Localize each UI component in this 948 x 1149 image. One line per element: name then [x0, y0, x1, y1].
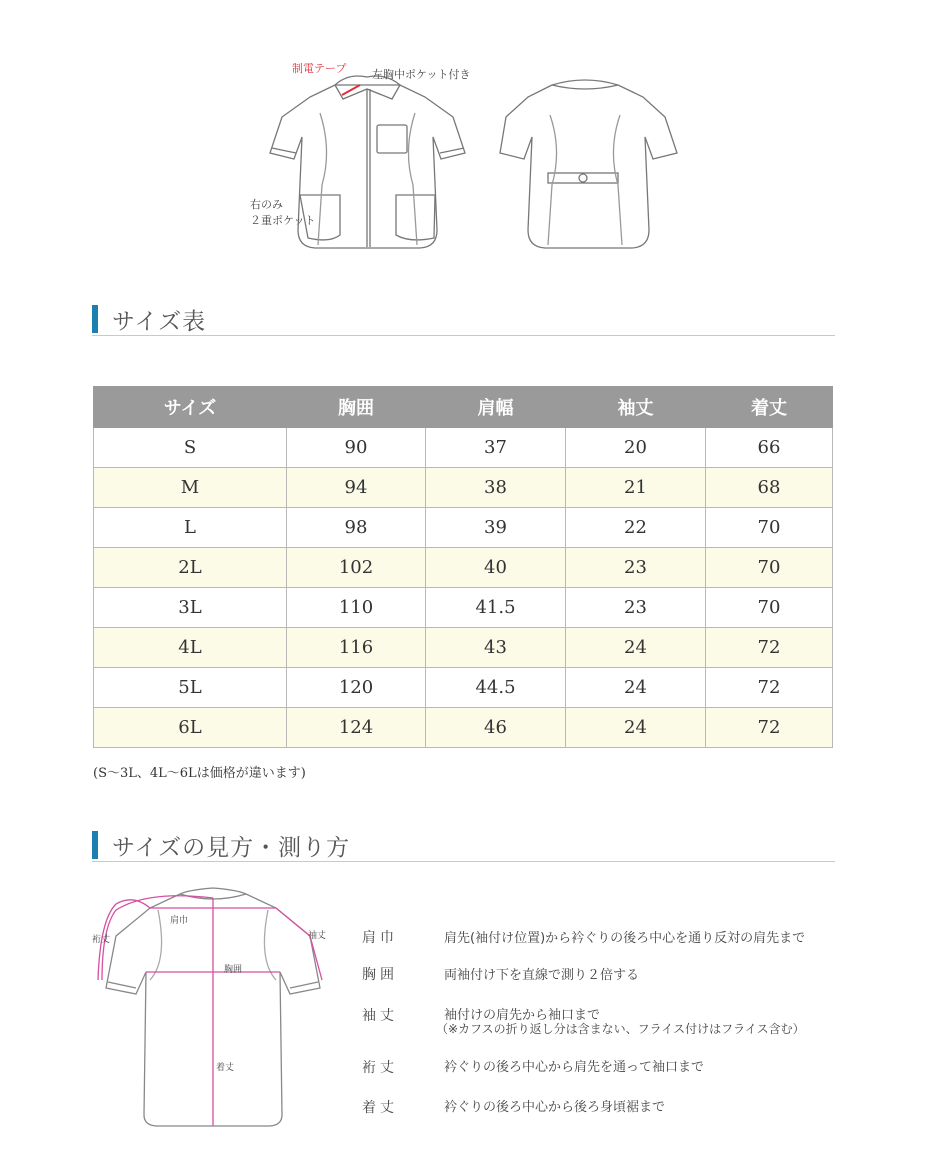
measure-section-header: [92, 829, 835, 862]
measure-drawing: [88, 880, 338, 1135]
cell-size: L: [94, 508, 287, 548]
fig-label-yuki: 裄丈: [92, 935, 111, 945]
size-table: [93, 386, 833, 748]
chest-pocket-label: 左胸中ポケット付き: [372, 68, 471, 81]
table-row: [94, 588, 833, 628]
cell-sleeve: 24: [566, 668, 706, 708]
cell-sleeve: 22: [566, 508, 706, 548]
cell-sleeve: 23: [566, 548, 706, 588]
cell-shoulder: 39: [426, 508, 566, 548]
cell-chest: 116: [287, 628, 426, 668]
fig-label-kata: 肩巾: [170, 916, 189, 926]
term-sode: 袖丈: [362, 1008, 398, 1024]
header-chest: 胸囲: [287, 387, 426, 428]
cell-shoulder: 37: [426, 428, 566, 468]
cell-length: 68: [706, 468, 833, 508]
cell-chest: 90: [287, 428, 426, 468]
cell-chest: 124: [287, 708, 426, 748]
cell-length: 70: [706, 508, 833, 548]
desc-kitake: 衿ぐりの後ろ中心から後ろ身頃裾まで: [444, 1100, 666, 1115]
table-row: [94, 508, 833, 548]
cell-chest: 98: [287, 508, 426, 548]
table-row: [94, 708, 833, 748]
cell-chest: 120: [287, 668, 426, 708]
table-row: [94, 668, 833, 708]
header-length: 着丈: [706, 387, 833, 428]
term-mune: 胸囲: [362, 967, 398, 983]
table-row: [94, 548, 833, 588]
desc-sode-note: （※カフスの折り返し分は含まない、フライス付けはフライス含む）: [436, 1022, 805, 1036]
cell-shoulder: 41.5: [426, 588, 566, 628]
cell-chest: 94: [287, 468, 426, 508]
cell-shoulder: 44.5: [426, 668, 566, 708]
cell-size: 6L: [94, 708, 287, 748]
table-row: [94, 628, 833, 668]
cell-sleeve: 24: [566, 628, 706, 668]
cell-size: 2L: [94, 548, 287, 588]
header-sleeve: 袖丈: [566, 387, 706, 428]
term-kata: 肩巾: [362, 930, 398, 946]
size-section-title: サイズ表: [112, 309, 207, 335]
cell-size: S: [94, 428, 287, 468]
cell-shoulder: 43: [426, 628, 566, 668]
cell-shoulder: 40: [426, 548, 566, 588]
cell-length: 70: [706, 588, 833, 628]
cell-length: 72: [706, 628, 833, 668]
cell-chest: 102: [287, 548, 426, 588]
cell-sleeve: 20: [566, 428, 706, 468]
section-accent-bar: [92, 305, 98, 333]
header-shoulder: 肩幅: [426, 387, 566, 428]
header-size: サイズ: [94, 387, 287, 428]
size-section-header: [92, 303, 835, 336]
tape-label: 制電テープ: [292, 62, 347, 75]
table-row: [94, 468, 833, 508]
cell-size: M: [94, 468, 287, 508]
section-accent-bar: [92, 831, 98, 859]
cell-sleeve: 21: [566, 468, 706, 508]
cell-size: 3L: [94, 588, 287, 628]
term-yuki: 裄丈: [362, 1060, 398, 1076]
desc-kata: 肩先(袖付け位置)から衿ぐりの後ろ中心を通り反対の肩先まで: [444, 931, 806, 946]
price-note: (S〜3L、4L〜6Lは価格が違います): [93, 766, 306, 781]
cell-length: 72: [706, 708, 833, 748]
cell-sleeve: 23: [566, 588, 706, 628]
cell-length: 66: [706, 428, 833, 468]
table-row: [94, 428, 833, 468]
cell-shoulder: 38: [426, 468, 566, 508]
cell-size: 4L: [94, 628, 287, 668]
cell-length: 72: [706, 668, 833, 708]
size-table-header-row: [94, 387, 833, 428]
desc-mune: 両袖付け下を直線で測り２倍する: [444, 968, 640, 983]
fig-label-sode: 袖丈: [308, 931, 327, 941]
cell-length: 70: [706, 548, 833, 588]
fig-label-mune: 胸囲: [224, 965, 243, 975]
desc-sode: 袖付けの肩先から袖口まで: [444, 1008, 601, 1023]
fig-label-kitake: 着丈: [216, 1063, 235, 1073]
double-pocket-label-2: ２重ポケット: [250, 214, 316, 227]
term-kitake: 着丈: [362, 1100, 398, 1116]
cell-shoulder: 46: [426, 708, 566, 748]
cell-chest: 110: [287, 588, 426, 628]
cell-sleeve: 24: [566, 708, 706, 748]
measure-section-title: サイズの見方・測り方: [112, 835, 351, 861]
garment-illustration: [260, 55, 680, 265]
garment-drawing: [260, 55, 680, 265]
measure-figure: [88, 880, 338, 1135]
double-pocket-label-1: 右のみ: [250, 198, 283, 211]
cell-size: 5L: [94, 668, 287, 708]
desc-yuki: 衿ぐりの後ろ中心から肩先を通って袖口まで: [444, 1060, 705, 1075]
